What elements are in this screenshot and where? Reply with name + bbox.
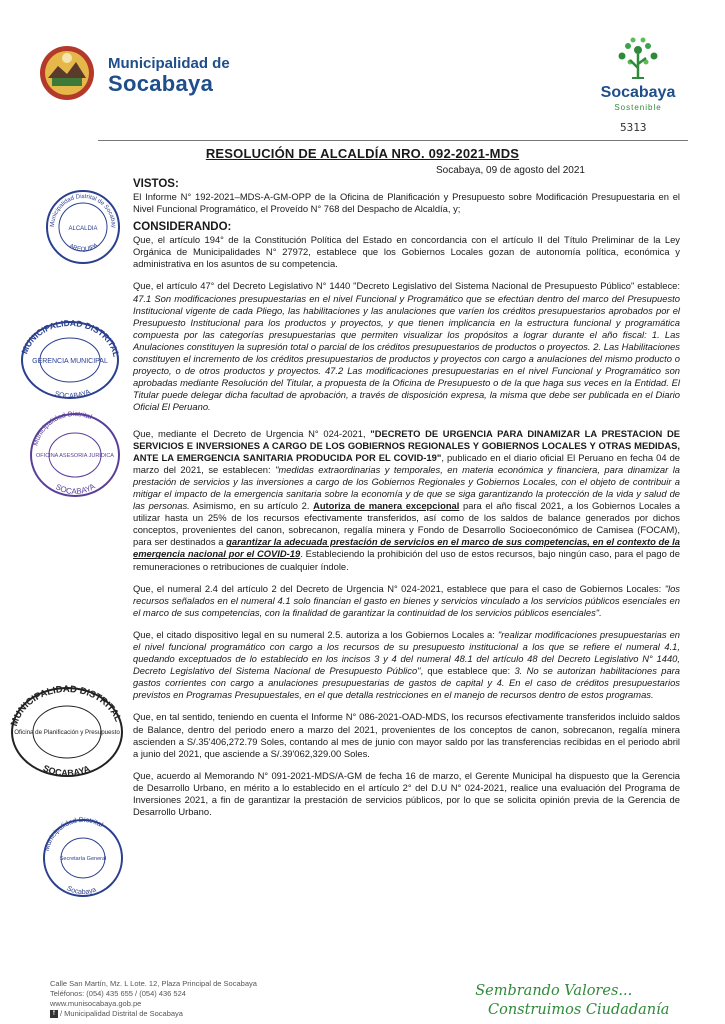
paragraph-3	[133, 428, 680, 573]
p4-intro: Que, el numeral 2.4 del artículo 2 del Decreto de Urgencia N° 024-2021, establece que para el caso de Gobiernos Locales:	[133, 582, 665, 594]
stamp1-center-text: ALCALDIA	[68, 226, 98, 232]
municipality-name-line2: Socabaya	[108, 71, 214, 96]
stamp3-center-text: OFICINA ASESORIA JURIDICA	[36, 453, 114, 459]
resolution-date: Socabaya, 09 de agosto del 2021	[435, 165, 585, 176]
gerencia-municipal-stamp	[18, 318, 122, 402]
svg-text:SOCABAYA	[54, 389, 92, 401]
p3-guarantee: garantizar la adecuada prestación de servicios en el marco de sus competencias, en el contexto de la emergencia nacional por el COVID-19	[133, 536, 680, 560]
p3-prohibition: . Estableciendo la prohibición del uso de estos recursos, bajo ningún caso, para el pago de remuneraciones o retribuciones de cualquier índole.	[133, 548, 680, 572]
municipal-crest-logo	[38, 44, 96, 102]
handwritten-number: 5313	[620, 121, 647, 134]
svg-text:Municipalidad Distrital	[44, 817, 105, 852]
p5-quote: "realizar modificaciones presupuestarias en el nivel funcional programático con cargo a los recursos de su presupuesto institucional a los que se refiere el numeral 4.1, quedando exceptuados de lo establecido en los incisos 3 y 4 del numeral 48.1 del artículo 48 del Decreto Legislativo N° 1440, Decreto Legislativo del Sistema Nacional de Presupuesto Público"	[133, 628, 681, 677]
svg-text:Municipalidad Distrital	[32, 411, 93, 447]
stamp5-center-text: Secretaría General	[59, 856, 107, 862]
considerando-heading: CONSIDERANDO:	[133, 221, 232, 234]
paragraph-2	[133, 280, 680, 413]
stamp5-bottom-text: Socabaya	[65, 885, 98, 897]
secretaria-general-stamp	[40, 816, 126, 900]
paragraph-7: Que, acuerdo al Memorando N° 091-2021-MDS/A-GM de fecha 16 de marzo, el Gerente Municipal ha dispuesto que la Gerencia de Desarrollo Urbano, en mérito a lo establecido en el artículo 2° del D.U N° 024-2021, realice una evaluación del Programa de Inversiones 2021, a fin de garantizar la prestación de servicios públicos, por lo que se solicita opinión previa de la Gerencia de Desarrollo Urbano.	[133, 769, 680, 818]
stamp2-center-text: GERENCIA MUNICIPAL	[32, 358, 108, 365]
resolution-title: RESOLUCIÓN DE ALCALDÍA NRO. 092-2021-MDS	[205, 146, 520, 161]
footer-contact	[50, 979, 257, 1019]
socabaya-sostenible-brand	[588, 34, 688, 124]
stamp2-bottom-text: SOCABAYA	[53, 388, 92, 401]
svg-text:AREQUIPA	[68, 243, 99, 253]
planificacion-presupuesto-stamp	[8, 684, 126, 780]
footer-address: Calle San Martín, Mz. L Lote. 12, Plaza Principal de Socabaya	[50, 979, 257, 988]
alcaldia-stamp	[44, 188, 122, 266]
p3-measures: "medidas extraordinarias y temporales, en materia económica y financiera, para dinamizar la prestación de servicios y las inversiones a cargo de los Gobiernos Regionales y Gobiernos Locales, con el objeto de contribuir a mitigar el impacto de la emergencia sanitaria sobre la economía y de que se siga garantizando la protección de la vida y salud de las personas.	[133, 463, 680, 512]
stamp2-ring-text: MUNICIPALIDAD DISTRITAL	[19, 318, 122, 358]
brand-subtitle: Sostenible	[614, 103, 662, 112]
stamp4-center-text: Oficina de Planificación y Presupuesto	[14, 729, 120, 736]
p2-intro: Que, el artículo 47° del Decreto Legislativo N° 1440 "Decreto Legislativo del Sistema Nacional de Presupuesto Público" establece:	[133, 280, 680, 292]
slogan-line1: Sembrando Valores...	[475, 983, 633, 999]
stamp5-ring-text: Municipalidad Distrital	[43, 816, 104, 852]
stamp3-ring-text: Municipalidad Distrital	[32, 410, 93, 447]
p5-restrictions: 3. No se autorizan habilitaciones para gastos corrientes con cargo a anulaciones presupuestarias de gastos de capital y 4. En el caso de créditos presupuestarios previstos en Programas Presupuestales, en el que detalla restricciones en el manejo de recursos dentro de estos programas.	[133, 665, 680, 701]
asesoria-juridica-stamp	[26, 410, 124, 500]
municipality-name-line1: Municipalidad de	[108, 55, 230, 72]
svg-text:SOCABAYA	[42, 763, 92, 778]
p3-published: , publicado en el diario oficial El Peruano en fecha 04 de marzo del 2021, se establecen:	[133, 451, 680, 475]
paragraph-1: Que, el artículo 194° de la Constitución Política del Estado en concordancia con el artículo II del Título Preliminar de la Ley Orgánica de Municipalidades N° 27972, establece que los Gobiernos Locales gozan de autonomía política, económica y administrativa en los asuntos de su competencia.	[133, 234, 680, 270]
footer-facebook: / Municipalidad Distrital de Socabaya	[60, 1009, 183, 1018]
p3-authorizes: Autoriza de manera excepcional	[313, 500, 460, 512]
paragraph-6: Que, en tal sentido, teniendo en cuenta el Informe N° 086-2021-OAD-MDS, los recursos efectivamente transferidos incluido saldos de Balance, dentro del periodo enero a marzo del 2021, provenientes de los conceptos de canon, sobrecanon, regalía minera ascienden a S/.35'406,272.79 Soles, contando al mes de junio con mayor saldo por las transferencias recibidas en el periodo abril a junio del 2021, que asciende a S/.39'062,329.00 Soles.	[133, 711, 680, 759]
p2-quote: 47.1 Son modificaciones presupuestarias en el nivel Funcional y Programático que se efectúan dentro del marco del Presupuesto Institucional vigente de cada Pliego, las habilitaciones y las anulaciones que varíen los créditos presupuestarios aprobados por el Presupuesto Institucional para los productos y proyectos, y que tienen implicancia en la estructura funcional y programática compuesta por las categorías presupuestarias que permiten visualizar los propósitos a lograr durante el año fiscal: 1. Las Anulaciones constituyen la supresión total o parcial de los créditos presupuestarios de productos o proyectos. 2. Las Habilitaciones constituyen el incremento de los créditos presupuestarios de productos y proyectos con cargo a anulaciones del mismo producto o proyecto, o de otros productos y proyectos. 47.2 Las modificaciones presupuestarias en el nivel Funcional y Programático son aprobadas mediante Resolución del Titular, a propuesta de la Oficina de Presupuesto o de la que haga sus veces en la Entidad. El Titular puede delegar dicha facultad de aprobación, a través de disposición expresa, la misma que debe ser publicada en el Diario Oficial El Peruano.	[133, 292, 680, 413]
brand-title: Socabaya	[600, 84, 676, 101]
p5-establishes: , que establece que:	[420, 665, 515, 677]
tree-icon	[588, 34, 688, 86]
slogan-line2: Construimos Ciudadanía	[488, 1002, 670, 1018]
paragraph-5	[133, 629, 680, 702]
vistos-heading: VISTOS:	[133, 178, 179, 190]
footer-web: www.munisocabaya.gob.pe	[50, 999, 142, 1008]
footer-slogan	[438, 982, 669, 1020]
stamp1-ring-text: Municipalidad Distrital de Socabay	[49, 193, 117, 229]
stamp1-bottom-text: AREQUIPA	[68, 242, 100, 253]
footer-phones: Teléfonos: (054) 435 655 / (054) 436 524	[50, 989, 186, 998]
p3-intro: Que, mediante el Decreto de Urgencia N° 024-2021,	[133, 427, 371, 439]
p4-quote: "los recursos señalados en el numeral 4.1 solo financian el gasto en bienes y servicios vinculado a los servicios públicos esenciales en el marco de sus competencias, con la finalidad de garantizar la continuidad de los servicios públicos esenciales".	[133, 582, 680, 618]
facebook-icon: f	[50, 1010, 58, 1018]
footer-facebook-row	[50, 1009, 257, 1019]
resolution-body	[133, 178, 680, 828]
stamp3-bottom-text: SOCABAYA	[54, 481, 97, 497]
stamp4-bottom-text: SOCABAYA	[41, 762, 92, 779]
paragraph-4	[133, 583, 680, 619]
p3-article: Asimismo, en su artículo 2.	[189, 500, 314, 512]
stamp4-ring-text: MUNICIPALIDAD DISTRITAL	[8, 684, 124, 728]
p3-resources: para el año fiscal 2021, a los Gobiernos Locales a utilizar hasta un 25% de los recursos efectivamente transferidos, así como de los saldos de balance generados por dichos conceptos, provenientes del canon, sobrecanon, regalía minera y Fondo de Desarrollo Socioeconómico de Camisea (FOCAM), para ser destinados a	[133, 500, 681, 548]
p5-intro: Que, el citado dispositivo legal en su numeral 2.5. autoriza a los Gobiernos Locales a:	[133, 628, 498, 640]
svg-text:Municipalidad Distrital de Soc	[44, 188, 116, 228]
header-divider	[98, 140, 688, 141]
vistos-paragraph: El Informe N° 192-2021–MDS-A-GM-OPP de la Oficina de Planificación y Presupuesto sobre Modificación Presupuestaria en el Nivel Funcional Programático, el Proveído N° 768 del Despacho de Alcaldía, y;	[133, 191, 680, 215]
p3-decree-title: "DECRETO DE URGENCIA PARA DINAMIZAR LA PRESTACION DE SERVICIOS E INVERSIONES A CARGO DE LOS GOBIERNOS REGIONALES Y GOBIERNOS LOCALES Y OTRAS MEDIDAS, ANTE LA EMERGENCIA SANITARIA PRODUCIDA POR EL COVID-19"	[133, 427, 680, 463]
